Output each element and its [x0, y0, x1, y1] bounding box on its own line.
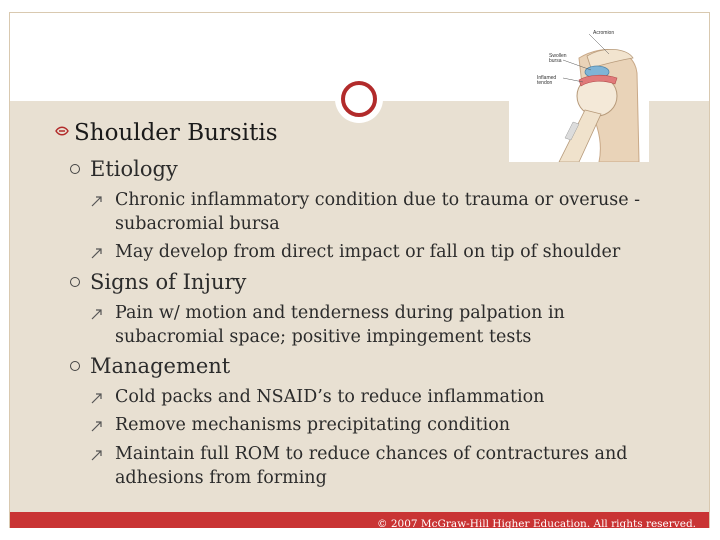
shoulder-illustration — [509, 18, 649, 162]
list-item-text: Cold packs and NSAID’s to reduce inflammation — [115, 387, 545, 407]
figure-label-acromion: Acromion — [593, 30, 615, 36]
ring-bullet-icon — [70, 164, 80, 174]
figure-label-tendon: Inflamed tendon — [537, 75, 557, 86]
slide-title-text: Shoulder Bursitis — [74, 120, 278, 146]
section-heading-management — [70, 354, 230, 378]
list-item — [90, 442, 650, 490]
emblem-ring — [341, 81, 377, 117]
arrow-bullet-icon — [90, 448, 104, 462]
figure-label-bursa: Swollen bursa — [549, 53, 567, 64]
copyright-notice: © 2007 McGraw-Hill Higher Education. All rights reserved. — [377, 518, 696, 530]
title-bullet-icon — [54, 123, 70, 143]
ring-bullet-icon — [70, 361, 80, 371]
arrow-bullet-icon — [90, 194, 104, 208]
list-item — [90, 188, 650, 236]
shoulder-anatomy-figure — [509, 18, 649, 162]
list-item — [90, 413, 650, 437]
section-heading-text: Etiology — [90, 157, 178, 181]
ring-bullet-icon — [70, 277, 80, 287]
list-item — [90, 301, 650, 349]
arrow-bullet-icon — [90, 246, 104, 260]
arrow-bullet-icon — [90, 391, 104, 405]
circle-emblem-icon — [335, 75, 383, 123]
list-item-text: Remove mechanisms precipitating condition — [115, 415, 511, 435]
list-item-text: Pain w/ motion and tenderness during palpation in subacromial space; positive impingement tests — [115, 303, 565, 347]
section-heading-text: Management — [90, 354, 231, 378]
section-heading-etiology — [70, 157, 178, 181]
list-item-text: Maintain full ROM to reduce chances of contractures and adhesions from forming — [115, 444, 628, 488]
list-item — [90, 240, 650, 264]
arrow-bullet-icon — [90, 419, 104, 433]
list-item-text: Chronic inflammatory condition due to trauma or overuse - subacromial bursa — [115, 190, 641, 234]
section-heading-signs-of-injury — [70, 270, 246, 294]
arrow-bullet-icon — [90, 307, 104, 321]
list-item-text: May develop from direct impact or fall on tip of shoulder — [115, 242, 621, 262]
slide-title — [54, 120, 278, 146]
list-item — [90, 385, 650, 409]
section-heading-text: Signs of Injury — [90, 270, 247, 294]
